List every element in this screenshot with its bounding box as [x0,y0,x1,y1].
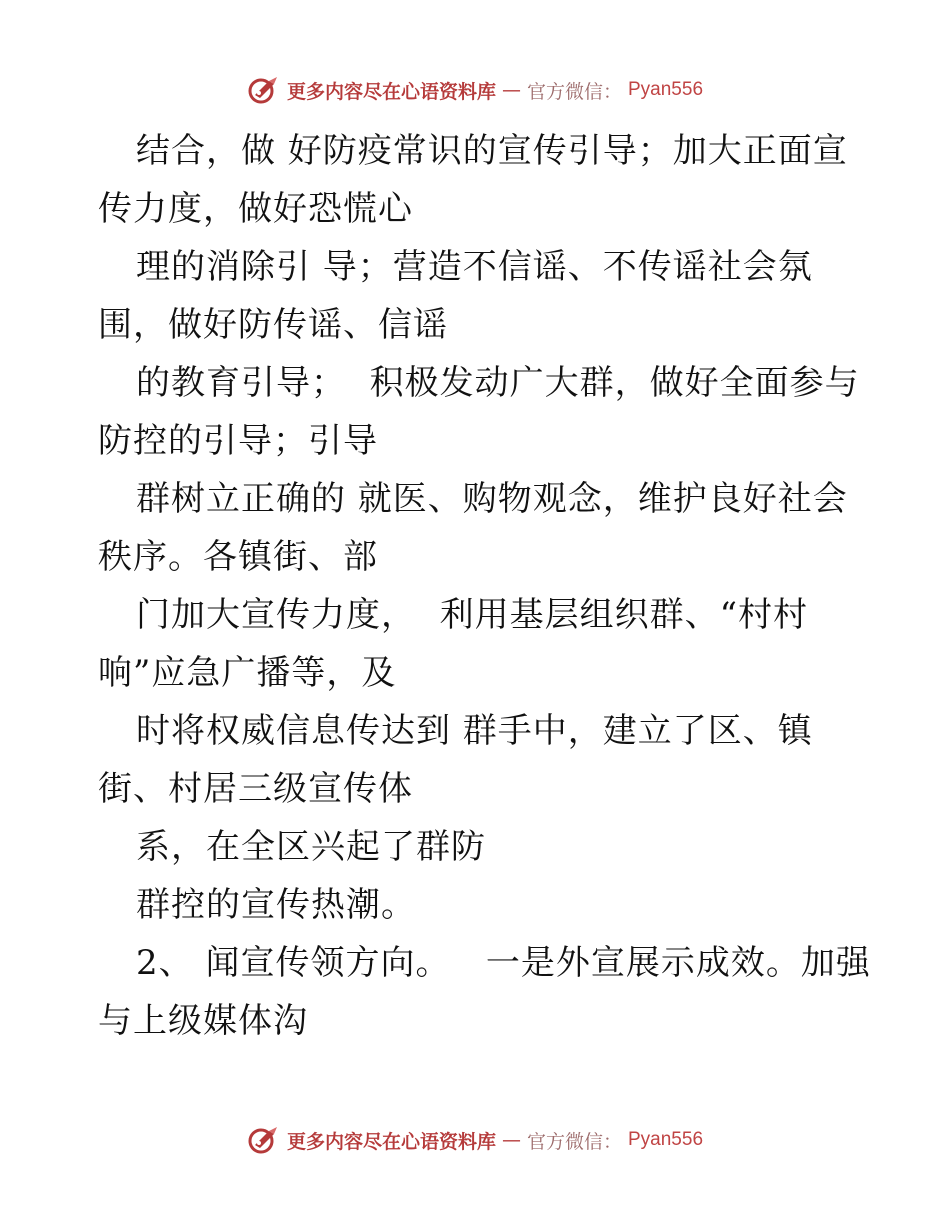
text-line: 群控的宣传热潮。 [136,885,416,925]
text-line: 的教育引导； 积极发动广大群，做好全面参与 [136,363,860,403]
banner-wechat-id: Pyan556 [628,79,704,100]
footer-banner [0,1120,950,1160]
text-line: 传力度，做好恐慌心 [98,189,413,229]
text-line: 结合，做 好防疫常识的宣传引导；加大正面宣 [136,131,848,171]
text-line: 门加大宣传力度， 利用基层组织群、“村村 [136,595,808,635]
text-line: 街、村居三级宣传体 [98,769,413,809]
banner-separator: — [501,1129,521,1151]
text-line: 时将权威信息传达到 群手中，建立了区、镇 [136,711,813,751]
banner-wechat-id: Pyan556 [628,1129,704,1150]
banner-main-text: 更多内容尽在心语资料库 [286,80,496,103]
text-line: 响”应急广播等，及 [98,653,397,693]
text-line: 2、 闻宣传领方向。 一是外宣展示成效。加强 [136,943,871,983]
header-banner [0,70,950,110]
banner-wechat-label: 官方微信： [526,1130,622,1153]
text-line: 系，在全区兴起了群防 [136,827,486,867]
banner-wechat-label: 官方微信： [526,80,622,103]
document-body [98,122,878,1050]
banner-inner [247,1125,703,1155]
library-logo-icon [247,1125,281,1155]
text-line: 理的消除引 导；营造不信谣、不传谣社会氛 [136,247,813,287]
text-line: 秩序。各镇街、部 [98,537,378,577]
banner-inner [247,75,703,105]
library-logo-icon [247,75,281,105]
text-line: 围，做好防传谣、信谣 [98,305,448,345]
banner-main-text: 更多内容尽在心语资料库 [286,1130,496,1153]
text-line: 与上级媒体沟 [98,1001,308,1041]
text-line: 防控的引导；引导 [98,421,378,461]
text-line: 群树立正确的 就医、购物观念，维护良好社会 [136,479,848,519]
banner-separator: — [501,79,521,101]
